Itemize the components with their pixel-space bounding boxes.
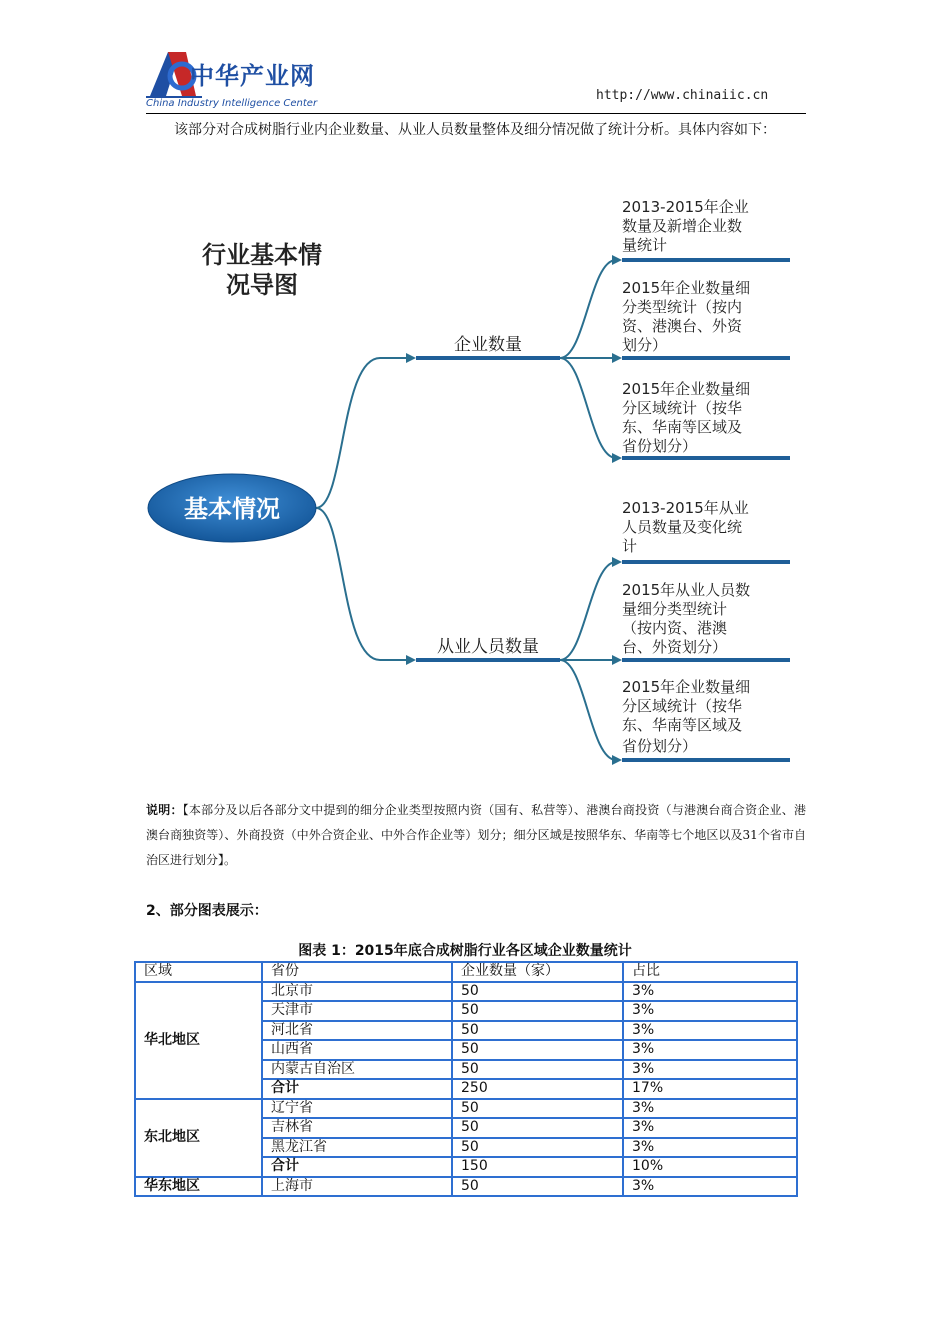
- svg-text:（按内资、港澳: （按内资、港澳: [622, 619, 728, 637]
- share-cell: 3%: [623, 1040, 797, 1060]
- logo-text: 中华产业网: [190, 62, 315, 90]
- province-cell: 北京市: [262, 982, 452, 1002]
- mind-map-title-line-1: 行业基本情: [202, 241, 322, 269]
- region-enterprise-table: [134, 961, 798, 1197]
- svg-text:2015年企业数量细: 2015年企业数量细: [622, 380, 751, 398]
- svg-text:分类型统计（按内: 分类型统计（按内: [622, 298, 743, 316]
- share-cell: 3%: [623, 1099, 797, 1119]
- share-cell: 3%: [623, 1177, 797, 1197]
- share-cell: 17%: [623, 1079, 797, 1099]
- province-cell: 内蒙古自治区: [262, 1060, 452, 1080]
- svg-text:台、外资划分）: 台、外资划分）: [622, 638, 728, 656]
- count-cell: 50: [452, 1060, 623, 1080]
- svg-text:2013-2015年企业: 2013-2015年企业: [622, 198, 749, 216]
- share-cell: 3%: [623, 1021, 797, 1041]
- logo-subtitle: China Industry Intelligence Center: [146, 98, 318, 109]
- svg-text:数量及新增企业数: 数量及新增企业数: [622, 217, 743, 235]
- leaf-node: [622, 499, 749, 555]
- section-heading: 2、部分图表展示：: [146, 903, 268, 919]
- province-cell: 河北省: [262, 1021, 452, 1041]
- count-cell: 50: [452, 1099, 623, 1119]
- share-cell: 3%: [623, 1118, 797, 1138]
- count-cell: 50: [452, 1138, 623, 1158]
- province-cell: 上海市: [262, 1177, 452, 1197]
- svg-text:分区域统计（按华: 分区域统计（按华: [622, 697, 743, 715]
- svg-text:划分）: 划分）: [622, 336, 668, 354]
- region-cell: 华北地区: [135, 982, 262, 1099]
- note-label: 说明：: [146, 803, 183, 817]
- leaf-node: [622, 581, 750, 656]
- svg-text:东、华南等区域及: 东、华南等区域及: [622, 716, 743, 734]
- table-row: [135, 1177, 797, 1197]
- share-cell: 3%: [623, 1001, 797, 1021]
- table-body: [135, 982, 797, 1197]
- count-cell: 50: [452, 1001, 623, 1021]
- province-cell: 山西省: [262, 1040, 452, 1060]
- column-header-count: 企业数量（家）: [452, 962, 623, 982]
- svg-text:计: 计: [622, 537, 638, 555]
- share-cell: 10%: [623, 1157, 797, 1177]
- svg-text:东、华南等区域及: 东、华南等区域及: [622, 418, 743, 436]
- svg-text:量统计: 量统计: [622, 236, 668, 254]
- svg-text:2015年从业人员数: 2015年从业人员数: [622, 581, 751, 599]
- share-cell: 3%: [623, 982, 797, 1002]
- branch-label-employee-count: 从业人员数量: [437, 637, 539, 657]
- region-cell: 东北地区: [135, 1099, 262, 1177]
- province-cell: 天津市: [262, 1001, 452, 1021]
- header-divider: [146, 113, 806, 114]
- svg-text:2015年企业数量细: 2015年企业数量细: [622, 678, 751, 696]
- site-url[interactable]: http://www.chinaiic.cn: [596, 88, 769, 103]
- count-cell: 50: [452, 1118, 623, 1138]
- province-cell: 合计: [262, 1157, 452, 1177]
- share-cell: 3%: [623, 1138, 797, 1158]
- intro-paragraph: 该部分对合成树脂行业内企业数量、从业人员数量整体及细分情况做了统计分析。具体内容如下：: [174, 122, 776, 138]
- column-header-region: 区域: [135, 962, 262, 982]
- logo: [146, 48, 336, 114]
- province-cell: 吉林省: [262, 1118, 452, 1138]
- count-cell: 50: [452, 1040, 623, 1060]
- note-text: 【本部分及以后各部分文中提到的细分企业类型按照内资（国有、私营等）、港澳台商投资（与港澳台商合资企业、港澳台商独资等）、外商投资（中外合资企业、中外合作企业等）划分；细分区域是按照华东、华南等七个地区以及31个省市自治区进行划分】。: [146, 803, 806, 867]
- svg-text:2013-2015年从业: 2013-2015年从业: [622, 499, 749, 517]
- province-cell: 合计: [262, 1079, 452, 1099]
- svg-text:省份划分）: 省份划分）: [622, 437, 698, 455]
- leaf-node: [622, 279, 750, 354]
- svg-text:量细分类型统计: 量细分类型统计: [622, 600, 728, 618]
- count-cell: 50: [452, 1177, 623, 1197]
- count-cell: 50: [452, 1021, 623, 1041]
- column-header-share: 占比: [623, 962, 797, 982]
- explanation-note: [146, 798, 806, 873]
- leaf-node: [622, 678, 750, 755]
- leaf-node: [622, 380, 750, 455]
- svg-text:分区域统计（按华: 分区域统计（按华: [622, 399, 743, 417]
- table-caption: 图表 1：2015年底合成树脂行业各区域企业数量统计: [298, 943, 632, 959]
- column-header-province: 省份: [262, 962, 452, 982]
- table-header-row: [135, 962, 797, 982]
- svg-text:省份划分）: 省份划分）: [622, 737, 698, 755]
- region-cell: 华东地区: [135, 1177, 262, 1197]
- province-cell: 辽宁省: [262, 1099, 452, 1119]
- arrowheads: [406, 255, 622, 765]
- mind-map-diagram: [140, 190, 810, 780]
- share-cell: 3%: [623, 1060, 797, 1080]
- branch-label-enterprise-count: 企业数量: [454, 335, 522, 355]
- count-cell: 250: [452, 1079, 623, 1099]
- table-row: [135, 1099, 797, 1119]
- table-row: [135, 982, 797, 1002]
- mind-map-title-line-2: 况导图: [226, 271, 298, 299]
- svg-text:2015年企业数量细: 2015年企业数量细: [622, 279, 751, 297]
- count-cell: 50: [452, 982, 623, 1002]
- svg-text:人员数量及变化统: 人员数量及变化统: [622, 518, 743, 536]
- root-node-label: 基本情况: [184, 495, 280, 523]
- svg-text:资、港澳台、外资: 资、港澳台、外资: [622, 317, 743, 335]
- province-cell: 黑龙江省: [262, 1138, 452, 1158]
- count-cell: 150: [452, 1157, 623, 1177]
- leaf-node: [622, 198, 749, 254]
